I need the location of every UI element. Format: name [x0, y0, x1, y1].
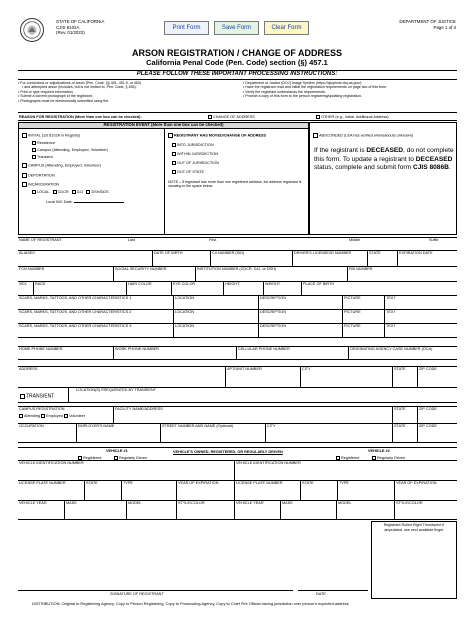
- checkbox[interactable]: [32, 148, 36, 152]
- absconded-option[interactable]: ABSCONDED (LEA has verified whereabouts unknown): [313, 133, 413, 138]
- registration-event-header: REGISTRATION EVENT (More than one box can be checked): [18, 122, 309, 129]
- instruction-item: • Department of Justice (DOJ) Image System (https://cjisphoto.doj.ca.gov/): [243, 81, 458, 85]
- smt-1-location[interactable]: LOCATION: [173, 296, 258, 309]
- vehicle-2-model-field[interactable]: MODEL: [336, 501, 394, 519]
- address-field[interactable]: ADDRESS: [19, 367, 38, 371]
- vehicle-2-plate-field[interactable]: LICENSE PLATE NUMBER: [234, 481, 300, 500]
- apt-field[interactable]: APT/UNIT NUMBER: [225, 367, 300, 387]
- reason-other[interactable]: OTHER (e.g., Initial, Additional Address): [316, 115, 389, 119]
- vehicle-2-vin-field[interactable]: VEHICLE IDENTIFICATION NUMBER: [234, 461, 457, 480]
- name-first-field[interactable]: First: [209, 238, 217, 242]
- race-field[interactable]: RACE: [33, 282, 126, 295]
- fbi-field[interactable]: FBI NUMBER: [347, 267, 457, 281]
- agency-line-1: STATE OF CALIFORNIA: [56, 19, 105, 24]
- smt-2-description[interactable]: DESCRIPTION: [258, 310, 342, 323]
- form-revision: (Rev. 01/2023): [56, 30, 85, 36]
- eye-color-field[interactable]: EYE COLOR: [171, 282, 223, 295]
- height-field[interactable]: HEIGHT: [223, 282, 263, 295]
- instruction-item: • Photographs must be electronically submitted using the: [18, 99, 228, 103]
- smt-3-description[interactable]: DESCRIPTION: [258, 324, 342, 337]
- signature-line[interactable]: [18, 590, 293, 591]
- vehicle-1-style-field[interactable]: STYLE/COLOR: [176, 501, 234, 519]
- weight-field[interactable]: WEIGHT: [263, 282, 301, 295]
- event-residence[interactable]: Residence: [32, 141, 55, 145]
- option-djj[interactable]: DJJ: [72, 190, 84, 194]
- facility-field[interactable]: FACILITY NAME/ADDRESS: [113, 407, 392, 423]
- form-title: ARSON REGISTRATION / CHANGE OF ADDRESS: [131, 48, 342, 58]
- checkbox[interactable]: [172, 143, 176, 147]
- instruction-item: • For convictions or adjudications of arson (Pen. Code, §§ 451, 451.5, or 453): [18, 81, 228, 85]
- checkbox[interactable]: [53, 190, 57, 194]
- aliases-field[interactable]: ALIASES: [19, 251, 35, 255]
- smt-2-text[interactable]: TEXT: [384, 310, 457, 323]
- transient-option[interactable]: TRANSIENT: [20, 394, 54, 400]
- institution-field[interactable]: INSTITUTION NUMBER (CDCR, DJJ, or DSH): [195, 267, 347, 281]
- checkbox[interactable]: [41, 414, 45, 418]
- distribution-note: DISTRIBUTION: Original to Registering Agency, Copy to Person Registering, Copy to Prosecuting Agency, Copy to Chief Fire Official having jurisdiction over person's expected address: [32, 601, 349, 606]
- checkbox[interactable]: [32, 155, 36, 159]
- deceased-notice: If the registrant is DECEASED, do not complete this form. To update a registrant to DECEASED status, complete and submit form CJIS 8086B.: [314, 147, 454, 172]
- incarceration-options: [32, 190, 109, 194]
- state-field[interactable]: STATE: [392, 367, 417, 387]
- ids-row: [18, 267, 457, 282]
- employer-zip-field[interactable]: ZIP CODE: [417, 424, 457, 442]
- instruction-item: • and attempted arson (includes, but is not limited to, Pen. Code, § 455).: [18, 85, 228, 89]
- employer-state-field[interactable]: STATE: [392, 424, 417, 442]
- state-seal-icon: [20, 18, 44, 42]
- save-form-button[interactable]: Save Form: [214, 21, 259, 35]
- vehicle-2-make-field[interactable]: MAKE: [280, 501, 336, 519]
- campus-registration-field: CAMPUS REGISTRATION Attending Employed Volunteer: [19, 407, 86, 419]
- agency-block: [56, 19, 104, 36]
- department-name: DEPARTMENT OF JUSTICE: [399, 19, 456, 24]
- smt-2-field[interactable]: SCARS, MARKS, TATTOOS, AND OTHER CHARACTERISTICS 2: [19, 310, 132, 314]
- vehicle-header-row: [18, 447, 457, 461]
- city-field[interactable]: CITY: [300, 367, 392, 387]
- absconded-box: [309, 122, 457, 235]
- event-campus-sub[interactable]: Campus (Attending, Employed, Volunteer): [32, 148, 108, 152]
- transient-locations-field[interactable]: LOCATION(S) FREQUENTED BY TRANSIENT: [68, 388, 457, 402]
- event-deportation[interactable]: DEPORTATION: [22, 173, 55, 178]
- vin-row: [18, 461, 457, 481]
- reason-row: [18, 112, 457, 121]
- place-of-birth-field[interactable]: PLACE OF BIRTH: [301, 282, 457, 295]
- employment-row: [18, 424, 457, 443]
- name-suffix-field[interactable]: Suffix: [429, 238, 439, 242]
- instruction-item: • Submit a current photograph of the registrant.: [18, 94, 228, 98]
- smt-2-location[interactable]: LOCATION: [173, 310, 258, 323]
- home-phone-field[interactable]: HOME PHONE NUMBER: [19, 347, 63, 351]
- form-number: CJIS 8102A: [56, 24, 80, 30]
- fcn-field[interactable]: FCN NUMBER: [19, 267, 45, 271]
- cell-phone-field[interactable]: CELLULAR PHONE NUMBER: [236, 347, 348, 359]
- checkbox[interactable]: [72, 190, 76, 194]
- vehicle-2-style-field[interactable]: STYLE/COLOR: [394, 501, 457, 519]
- form-subtitle: California Penal Code (Pen. Code) section (§) 457.1: [146, 58, 328, 67]
- option-dsh[interactable]: DSH/DDS: [86, 190, 108, 194]
- name-row: [18, 237, 457, 251]
- cii-field[interactable]: CII NUMBER (SID): [210, 251, 292, 266]
- vehicle-1-vin-field[interactable]: VEHICLE IDENTIFICATION NUMBER: [19, 461, 84, 465]
- instruction-item: • Have the registrant read and initial the registration requirements on page two of this form.: [243, 85, 458, 89]
- employer-field[interactable]: EMPLOYER'S NAME: [76, 424, 160, 442]
- thumbprint-box[interactable]: [371, 521, 457, 599]
- vehicle-2-year-field[interactable]: VEHICLE YEAR: [234, 501, 280, 519]
- vehicle-1-expiration-field[interactable]: YEAR OF EXPIRATION: [176, 481, 234, 500]
- smt-1-text[interactable]: TEXT: [384, 296, 457, 309]
- instruction-item: • Verify the registrant understands the requirements.: [243, 90, 458, 94]
- smt-3-field[interactable]: SCARS, MARKS, TATTOOS, AND OTHER CHARACTERISTICS 3: [19, 324, 132, 328]
- employed-option[interactable]: Employed: [41, 414, 63, 418]
- vehicle-2-expiration-field[interactable]: YEAR OF EXPIRATION: [394, 481, 457, 500]
- dl-state-field[interactable]: STATE: [367, 251, 397, 266]
- checkbox[interactable]: [313, 133, 318, 138]
- phone-row: [18, 346, 457, 360]
- case-number-field[interactable]: ORIGINATING AGENCY CASE NUMBER (OCA): [348, 347, 457, 359]
- moved-note: NOTE – If registrant has more than one registered address, list address registrant is vacating in the space below:: [168, 180, 302, 189]
- checkbox[interactable]: [78, 456, 82, 460]
- event-campus[interactable]: CAMPUS (Attending, Employed, Volunteer): [22, 163, 101, 168]
- vehicle-2-label: VEHICLE #2: [368, 449, 390, 453]
- dept-block: [399, 19, 456, 30]
- moved-into[interactable]: INTO JURISDICTION: [172, 143, 214, 147]
- employer-city-field[interactable]: CITY: [265, 424, 392, 442]
- instruction-item: • Provide a copy of this form to the person registering/updating registration.: [243, 94, 458, 98]
- hair-color-field[interactable]: HAIR COLOR: [126, 282, 171, 295]
- instruction-item: • Print or type required information.: [18, 90, 228, 94]
- vehicle-1-registered[interactable]: Registered: [78, 456, 101, 460]
- smt-3-location[interactable]: LOCATION: [173, 324, 258, 337]
- checkbox[interactable]: [316, 115, 320, 119]
- checkbox[interactable]: [22, 173, 27, 178]
- vehicles-note: VEHICLE'S OWNED, REGISTERED, OR REGULARLY DRIVEN: [173, 450, 283, 454]
- address-row: [18, 366, 457, 388]
- smt-row-2: [18, 310, 457, 324]
- ssn-field[interactable]: SOCIAL SECURITY NUMBER: [113, 267, 195, 281]
- name-last-field[interactable]: NAME OF REGISTRANT Last: [19, 238, 136, 242]
- vehicle-1-label: VEHICLE #1: [106, 449, 128, 453]
- moved-out-of[interactable]: OUT OF JURISDICTION: [172, 161, 219, 165]
- thumbprint-label: Registrant Rolled Right Thumbprint If amputated, use next available finger: [383, 523, 445, 532]
- event-incarceration[interactable]: INCARCERATION: [22, 182, 59, 187]
- vehicle-2-state-field[interactable]: STATE: [300, 481, 337, 500]
- smt-1-field[interactable]: SCARS, MARKS, TATTOOS, AND OTHER CHARACTERISTICS 1: [19, 296, 132, 300]
- plate-row: [18, 481, 457, 501]
- instructions-left: [18, 81, 228, 103]
- sex-field[interactable]: SEX: [19, 282, 27, 286]
- local-inc-date-input[interactable]: [74, 202, 124, 203]
- smt-row-1: [18, 296, 457, 310]
- checkbox[interactable]: [336, 456, 340, 460]
- moved-out-of-state[interactable]: OUT OF STATE: [172, 170, 204, 174]
- instructions-right: [243, 81, 458, 99]
- vehicle-1-model-field[interactable]: MODEL: [126, 501, 176, 519]
- event-transient[interactable]: Transient: [32, 155, 53, 159]
- event-initial[interactable]: INITIAL (1st 8102A in Registry): [22, 133, 80, 138]
- vehicle-1-year-field[interactable]: VEHICLE YEAR: [19, 501, 47, 505]
- instructions-heading: PLEASE FOLLOW THESE IMPORTANT PROCESSING INSTRUCTIONS:: [136, 71, 338, 77]
- signature-label: SIGNATURE OF REGISTRANT: [110, 592, 164, 596]
- checkbox[interactable]: [172, 170, 176, 174]
- dob-field[interactable]: DATE OF BIRTH: [152, 251, 210, 266]
- zip-field[interactable]: ZIP CODE: [417, 367, 457, 387]
- volunteer-option[interactable]: Volunteer: [64, 414, 85, 418]
- option-cdcr[interactable]: CDCR: [53, 190, 69, 194]
- checkbox[interactable]: [22, 163, 27, 168]
- divider: [164, 129, 165, 235]
- page-indicator: Page 1 of 3: [433, 24, 456, 30]
- vehicle-1-state-field[interactable]: STATE: [84, 481, 121, 500]
- clear-form-button[interactable]: Clear Form: [264, 21, 309, 35]
- moved-within[interactable]: WITHIN JURISDICTION: [172, 152, 218, 156]
- vehicle-1-type-field[interactable]: TYPE: [121, 481, 176, 500]
- checkbox[interactable]: [20, 394, 25, 399]
- vehicle-1-regularly-driven[interactable]: Regularly Driven: [114, 456, 147, 460]
- occupation-field[interactable]: OCCUPATION: [19, 424, 44, 428]
- checkbox[interactable]: [114, 456, 118, 460]
- moved-header[interactable]: REGISTRANT HAS MOVED/CHANGE OF ADDRESS: [168, 133, 266, 138]
- vehicle-2-type-field[interactable]: TYPE: [337, 481, 394, 500]
- reason-label: REASON FOR REGISTRATION (More than one box can be checked):: [19, 115, 142, 119]
- smt-3-text[interactable]: TEXT: [384, 324, 457, 337]
- checkbox[interactable]: [172, 161, 176, 165]
- name-middle-field[interactable]: Middle: [349, 238, 361, 242]
- checkbox[interactable]: [372, 456, 376, 460]
- checkbox[interactable]: [168, 133, 173, 138]
- checkbox[interactable]: [32, 141, 36, 145]
- vehicle-1-make-field[interactable]: MAKE: [64, 501, 126, 519]
- checkbox[interactable]: [32, 190, 36, 194]
- vehicle-2-registered[interactable]: Registered: [336, 456, 359, 460]
- local-inc-date[interactable]: Local INC Date:: [46, 200, 124, 204]
- reason-change-of-address[interactable]: CHANGE OF ADDRESS: [208, 115, 255, 119]
- checkbox[interactable]: [86, 190, 90, 194]
- physical-row: [18, 282, 457, 296]
- checkbox[interactable]: [172, 152, 176, 156]
- checkbox[interactable]: [22, 133, 27, 138]
- campus-row: [18, 406, 457, 424]
- attending-option[interactable]: Attending: [19, 414, 40, 418]
- smt-1-picture[interactable]: PICTURE: [342, 296, 384, 309]
- campus-zip-field[interactable]: ZIP CODE: [417, 407, 457, 423]
- employer-street-field[interactable]: STREET NUMBER AND NAME (Optional): [160, 424, 265, 442]
- transient-row: [18, 388, 457, 403]
- vehicle-2-regularly-driven[interactable]: Regularly Driven: [372, 456, 405, 460]
- aliases-row: [18, 251, 457, 267]
- make-row: [18, 501, 457, 520]
- dl-expiration-field[interactable]: EXPIRATION DATE: [397, 251, 457, 266]
- smt-row-3: [18, 324, 457, 338]
- print-form-button[interactable]: Print Form: [164, 21, 209, 35]
- checkbox[interactable]: [22, 182, 27, 187]
- dl-field[interactable]: DRIVER'S LICENSE/ID NUMBER: [292, 251, 367, 266]
- smt-3-picture[interactable]: PICTURE: [342, 324, 384, 337]
- divider: [18, 79, 457, 80]
- checkbox[interactable]: [64, 414, 68, 418]
- checkbox[interactable]: [19, 414, 23, 418]
- date-line[interactable]: [298, 590, 368, 591]
- vehicle-1-plate-field[interactable]: LICENSE PLATE NUMBER: [19, 481, 66, 485]
- campus-state-field[interactable]: STATE: [392, 407, 417, 423]
- checkbox[interactable]: [208, 115, 212, 119]
- smt-1-description[interactable]: DESCRIPTION: [258, 296, 342, 309]
- smt-2-picture[interactable]: PICTURE: [342, 310, 384, 323]
- option-local[interactable]: LOCAL: [32, 190, 49, 194]
- work-phone-field[interactable]: WORK PHONE NUMBER: [113, 347, 236, 359]
- date-label: DATE: [316, 592, 326, 596]
